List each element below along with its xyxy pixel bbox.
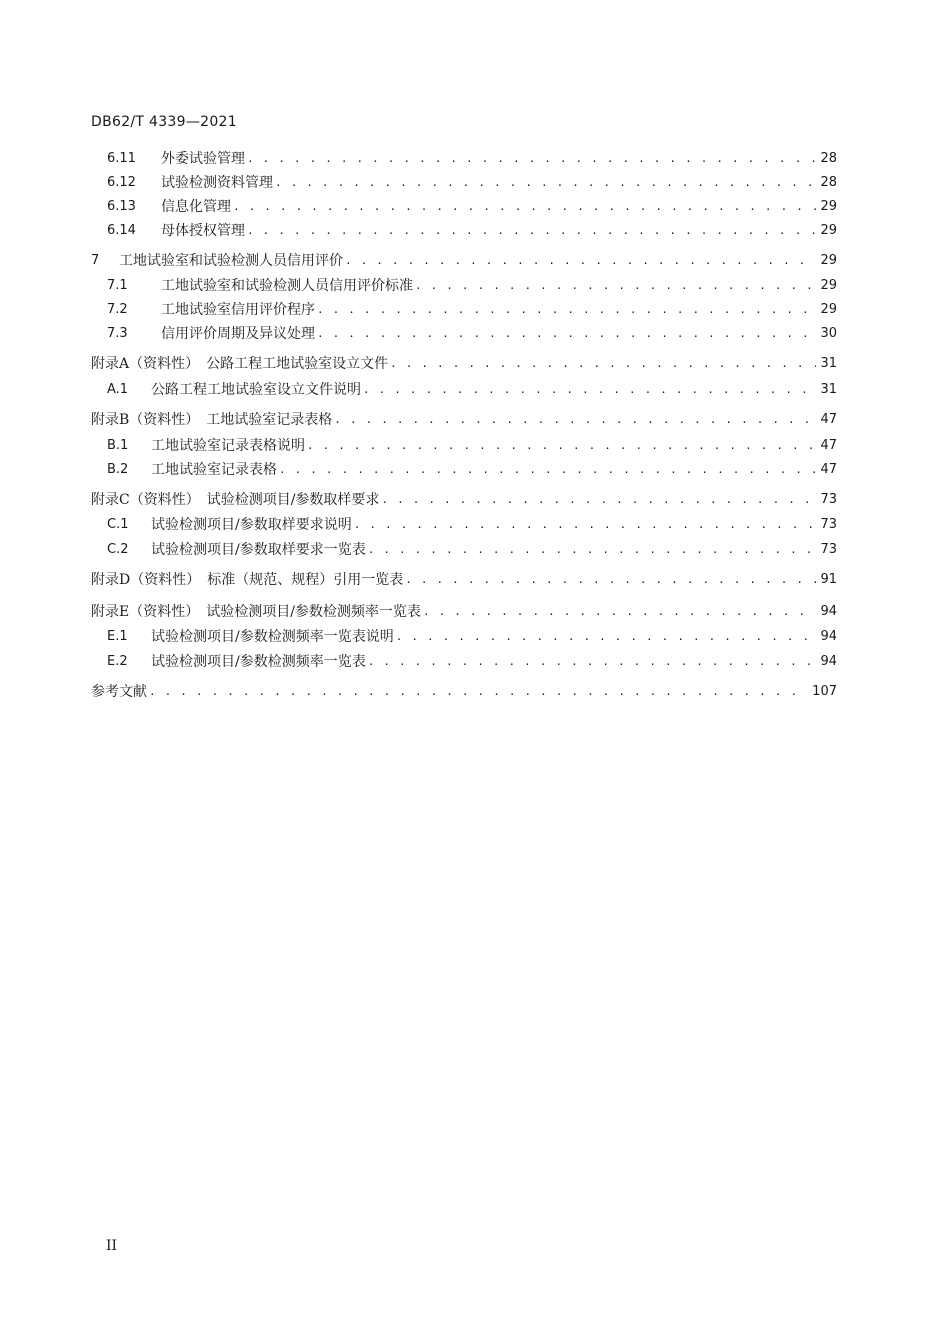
toc-entry[interactable] [91,681,837,703]
toc-entry-number: 7.2 [107,302,128,317]
toc-entry-page: 47 [820,438,837,453]
toc-entry[interactable] [91,569,837,591]
toc-entry-title: 附录B（资料性） 工地试验室记录表格 [91,412,333,428]
toc-entry[interactable] [91,489,837,511]
toc-entry-number: B.1 [107,438,129,453]
toc-dot-leader [390,353,816,375]
toc-entry-page: 29 [820,253,837,268]
toc-entry[interactable] [107,651,837,673]
toc-entry-page: 94 [820,654,837,669]
toc-entry-number: E.1 [107,629,128,644]
toc-entry-number: 6.13 [107,199,136,214]
toc-entry[interactable] [107,148,837,170]
toc-entry-page: 31 [820,382,837,397]
toc-entry-title: 试验检测项目/参数取样要求说明 [151,517,352,533]
toc-dot-leader [247,148,816,170]
toc-entry-page: 94 [820,604,837,619]
toc-entry-title: 信用评价周期及异议处理 [161,326,315,342]
toc-entry-number: C.1 [107,517,129,532]
toc-dot-leader [317,299,816,321]
page-number: II [106,1238,118,1254]
toc-entry[interactable] [107,275,837,297]
toc-entry-title: 附录A（资料性） 公路工程工地试验室设立文件 [91,356,389,372]
toc-dot-leader [279,459,816,481]
toc-entry[interactable] [107,435,837,457]
toc-entry[interactable] [91,353,837,375]
toc-dot-leader [345,250,816,272]
toc-entry-page: 29 [820,302,837,317]
toc-entry-number: 7 [91,253,100,268]
toc-entry[interactable] [107,323,837,345]
toc-entry-page: 91 [820,572,837,587]
toc-entry-title: 工地试验室信用评价程序 [161,302,315,318]
toc-entry-number: 7.3 [107,326,128,341]
toc-entry-number: B.2 [107,462,129,477]
toc-entry-title: 信息化管理 [161,199,231,215]
toc-entry[interactable] [107,379,837,401]
toc-dot-leader [363,379,816,401]
toc-entry-page: 28 [820,151,837,166]
toc-entry-title: 公路工程工地试验室设立文件说明 [151,382,361,398]
toc-dot-leader [247,220,816,242]
toc-entry-title: 工地试验室和试验检测人员信用评价标准 [161,278,413,294]
toc-entry-title: 试验检测资料管理 [161,175,273,191]
toc-entry[interactable] [91,409,837,431]
toc-entry[interactable] [107,514,837,536]
toc-dot-leader [149,681,808,703]
toc-entry-page: 30 [820,326,837,341]
toc-entry-title: 试验检测项目/参数取样要求一览表 [151,542,366,558]
toc-dot-leader [317,323,816,345]
toc-entry[interactable] [91,250,837,272]
toc-entry-page: 28 [820,175,837,190]
toc-entry[interactable] [107,220,837,242]
toc-entry[interactable] [107,626,837,648]
toc-entry-title: 工地试验室和试验检测人员信用评价 [119,253,343,269]
toc-entry-title: 工地试验室记录表格说明 [151,438,305,454]
toc-entry-title: 试验检测项目/参数检测频率一览表 [151,654,366,670]
toc-dot-leader [368,651,817,673]
toc-entry-number: 7.1 [107,278,128,293]
toc-entry-title: 外委试验管理 [161,151,245,167]
toc-dot-leader [381,489,816,511]
toc-dot-leader [405,569,816,591]
toc-entry-number: E.2 [107,654,128,669]
toc-entry-title: 母体授权管理 [161,223,245,239]
toc-entry[interactable] [107,539,837,561]
toc-entry-page: 107 [812,684,837,699]
toc-entry[interactable] [107,299,837,321]
toc-entry-page: 29 [820,223,837,238]
toc-entry-number: C.2 [107,542,129,557]
toc-entry-page: 29 [820,278,837,293]
toc-entry-title: 工地试验室记录表格 [151,462,277,478]
toc-entry-title: 试验检测项目/参数检测频率一览表说明 [151,629,394,645]
toc-dot-leader [307,435,816,457]
toc-dot-leader [334,409,816,431]
toc-entry[interactable] [91,601,837,623]
document-code: DB62/T 4339—2021 [91,114,237,130]
toc-entry-page: 73 [820,542,837,557]
toc-entry[interactable] [107,459,837,481]
toc-dot-leader [423,601,817,623]
toc-entry-title: 附录D（资料性） 标准（规范、规程）引用一览表 [91,572,404,588]
toc-dot-leader [368,539,817,561]
toc-dot-leader [233,196,816,218]
toc-entry-page: 29 [820,199,837,214]
toc-entry[interactable] [107,196,837,218]
toc-entry-title: 附录E（资料性） 试验检测项目/参数检测频率一览表 [91,604,421,620]
toc-entry-title: 附录C（资料性） 试验检测项目/参数取样要求 [91,492,380,508]
toc-entry-page: 73 [820,492,837,507]
toc-dot-leader [415,275,816,297]
toc-entry[interactable] [107,172,837,194]
toc-dot-leader [396,626,817,648]
toc-dot-leader [354,514,817,536]
toc-entry-number: 6.11 [107,151,136,166]
toc-entry-page: 47 [820,412,837,427]
toc-entry-number: 6.14 [107,223,136,238]
toc-entry-title: 参考文献 [91,684,147,700]
toc-entry-number: 6.12 [107,175,136,190]
toc-entry-page: 94 [820,629,837,644]
toc-entry-page: 73 [820,517,837,532]
toc-entry-number: A.1 [107,382,129,397]
toc-dot-leader [275,172,816,194]
toc-entry-page: 47 [820,462,837,477]
toc-entry-page: 31 [820,356,837,371]
